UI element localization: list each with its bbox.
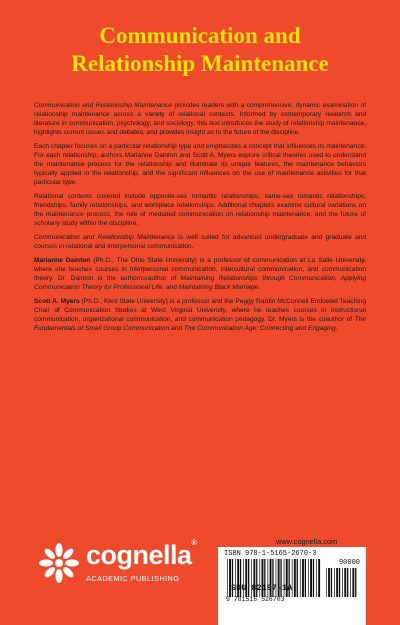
book-title [0,22,400,78]
book-title-italic: Communication and Relationship Maintenance [34,234,175,241]
author-bio-dainton [34,256,366,292]
publisher-url: www.cognella.com [276,537,338,546]
sku-text: SKU 82197-1A [231,583,293,593]
bio-text: (Ph.D., The Ohio State University) is a professor of communication at La Salle University, where she teaches courses in interpersonal communication, intercultural communication, and communication theory. Dr. Dainton is the author/coauthor of [34,256,366,282]
title-line-1: Communication and [99,23,301,48]
cognella-mark-icon [38,542,80,584]
title-line-2: Relationship Maintenance [71,51,329,76]
book-reference: The Fundamentals of Small Group Communication [34,315,366,333]
barcode-digits: 9 781516 526703 [226,596,285,603]
author-bio-myers [34,297,366,333]
description-text: is well suited for advanced undergraduate and graduate and courses in relational and interpersonal communication. [34,234,366,251]
publisher-tagline: ACADEMIC PUBLISHING [86,574,180,583]
author-name: Scott A. Myers [34,297,80,305]
description-paragraph-4 [34,233,366,251]
isbn-text: ISBN 978-1-5165-2670-3 [224,550,317,558]
registered-mark: ® [191,540,197,547]
book-reference: Maintaining Black Marriage. [178,284,261,292]
publisher-logo [38,540,208,595]
book-reference: The Communication Age: Connecting and Engaging. [183,325,338,333]
back-cover-text [34,101,366,338]
book-reference: Maintaining Relationships through Communication, Applying Communication Theory for Professional Life, [34,274,367,292]
author-name: Marianne Dainton [34,256,91,264]
bio-text: and [169,325,184,333]
publisher-name [86,540,196,571]
price-code: 90000 [338,559,360,567]
description-paragraph-1 [34,101,366,137]
bio-text: (Ph.D., Kent State University) is a professor and the Peggy Rardin McConnell Endowed Teaching Chair of Communication Studies at West Virginia University, where he teaches courses in instructional communication, organizational communication, and communication pedagogy. Dr. Myers is the coauthor of [34,297,367,323]
book-title-italic: Communication and Relationship Maintenance [34,102,173,109]
description-paragraph-2: Each chapter focuses on a particular relationship type and emphasizes a concept that influences its maintenance. For each relationship, authors Marianne Dainton and Scott A. Myers explore critical theories used to understand the maintenance process for the relationship and illuminate its unique features, the maintenance behaviors typically applied in the relationship, and the significant influences on the use of maintenance activities for that particular type. [34,142,366,187]
publisher-name-text: cognella [86,540,192,570]
price-barcode-icon [325,568,359,597]
bio-text: and [164,284,179,292]
description-paragraph-3: Relational contexts covered include opposite-sex romantic relationships, same-sex romantic relationships, friendships, family relationships, and workplace relationships. Additional chapters examine cultural variations on the maintenance process, the role of mediated communication on relationship maintenance, and the future of scholarly study within the discipline. [34,193,366,228]
description-text: provides readers with a comprehensive, dynamic examination of relationship maintenance across a variety of relational contexts. Informed by contemporary research and literature in communication, psychology, and sociology, this text introduces the study of relationship maintenance, highlights current issues and debates, and provides insight as to the future of the discipline. [34,102,366,137]
